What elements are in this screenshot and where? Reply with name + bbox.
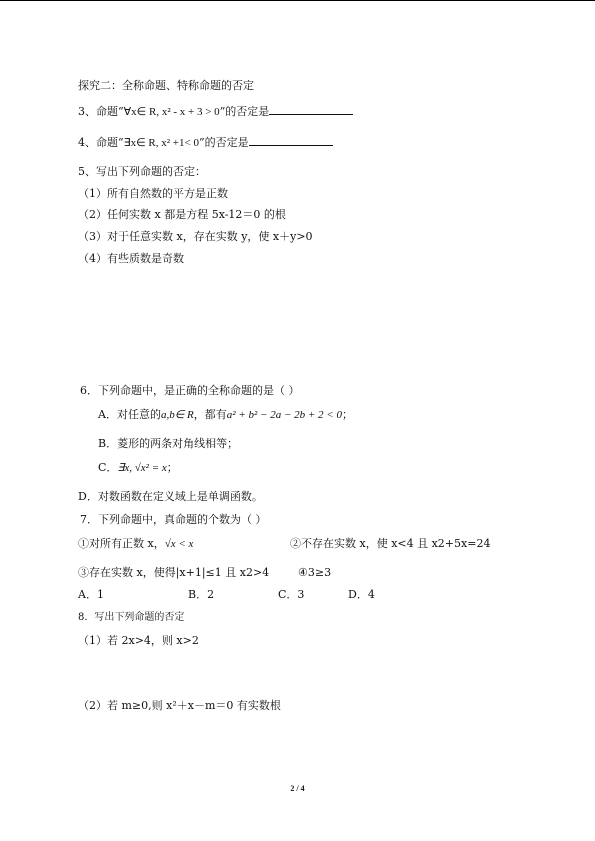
q7-choice-c: C．3	[278, 588, 305, 601]
q6-option-a	[98, 408, 353, 422]
q6-option-b: B．菱形的两条对角线相等；	[98, 437, 239, 450]
q7-statement-3: ③存在实数 x，使得|x+1|≤1 且 x2>4	[78, 566, 270, 579]
q7-choice-b: B．2	[188, 588, 215, 601]
q5-item-1: （1）所有自然数的平方是正数	[78, 187, 228, 200]
section-title: 探究二：全称命题、特称命题的否定	[78, 79, 254, 92]
q4-answer-blank[interactable]	[249, 135, 333, 146]
q4-tail: ”的否定是	[198, 136, 249, 149]
q3-number: 3、命题“	[78, 105, 124, 118]
question-5-stem: 5、写出下列命题的否定：	[78, 165, 206, 178]
q6-option-a-inequality: a² + b² − 2a − 2b + 2 < 0	[226, 409, 342, 421]
q6-option-a-end: ；	[341, 408, 353, 421]
q6-option-c	[98, 461, 178, 475]
q3-tail: ”的否定是	[219, 105, 270, 118]
header-rule	[0, 0, 595, 1]
q6-option-a-text: A．对任意的	[98, 408, 161, 421]
q7-statement-1	[78, 537, 193, 551]
q5-item-2: （2）任何实数 x 都是方程 5x-12＝0 的根	[78, 208, 286, 221]
q4-number: 4、命题“	[78, 136, 124, 149]
q7-choice-d: D．4	[348, 588, 375, 601]
question-7-stem: 7．下列命题中，真命题的个数为（ ）	[80, 513, 267, 526]
q4-formula: ∃x∈ R, x² +1< 0	[123, 137, 199, 149]
q8-item-1: （1）若 2x>4，则 x>2	[78, 634, 199, 647]
q7-statement-1-formula: √x < x	[164, 538, 194, 550]
q7-statement-1-text: ①对所有正数 x，	[78, 537, 165, 550]
q7-statement-2: ②不存在实数 x，使 x<4 且 x2+5x=24	[290, 537, 491, 550]
q8-item-2: （2）若 m≥0,则 x²＋x－m＝0 有实数根	[78, 699, 281, 712]
q6-option-a-connector: ，都有	[193, 408, 227, 421]
q3-answer-blank[interactable]	[269, 104, 353, 115]
q6-option-c-end: ；	[166, 461, 178, 474]
q3-formula: ∀x∈ R, x² - x + 3 > 0	[123, 106, 220, 118]
q7-statement-4: ④3≥3	[298, 566, 332, 579]
question-4	[78, 135, 333, 150]
q6-option-c-formula: ∃x, √x² = x	[117, 462, 167, 474]
q7-choice-a: A．1	[78, 588, 104, 601]
page-number: 2 / 4	[290, 784, 305, 793]
question-6-stem: 6．下列命题中，是正确的全称命题的是（ ）	[80, 384, 300, 397]
q6-option-c-label: C．	[98, 461, 118, 474]
q5-item-4: （4）有些质数是奇数	[78, 252, 184, 265]
q6-option-d: D．对数函数在定义域上是单调函数。	[78, 490, 263, 503]
q6-option-a-domain: a,b∈ R	[160, 409, 194, 421]
q5-item-3: （3）对于任意实数 x，存在实数 y，使 x＋y>0	[78, 230, 313, 243]
question-8-stem: 8．写出下列命题的否定	[78, 612, 185, 623]
question-3	[78, 104, 353, 119]
